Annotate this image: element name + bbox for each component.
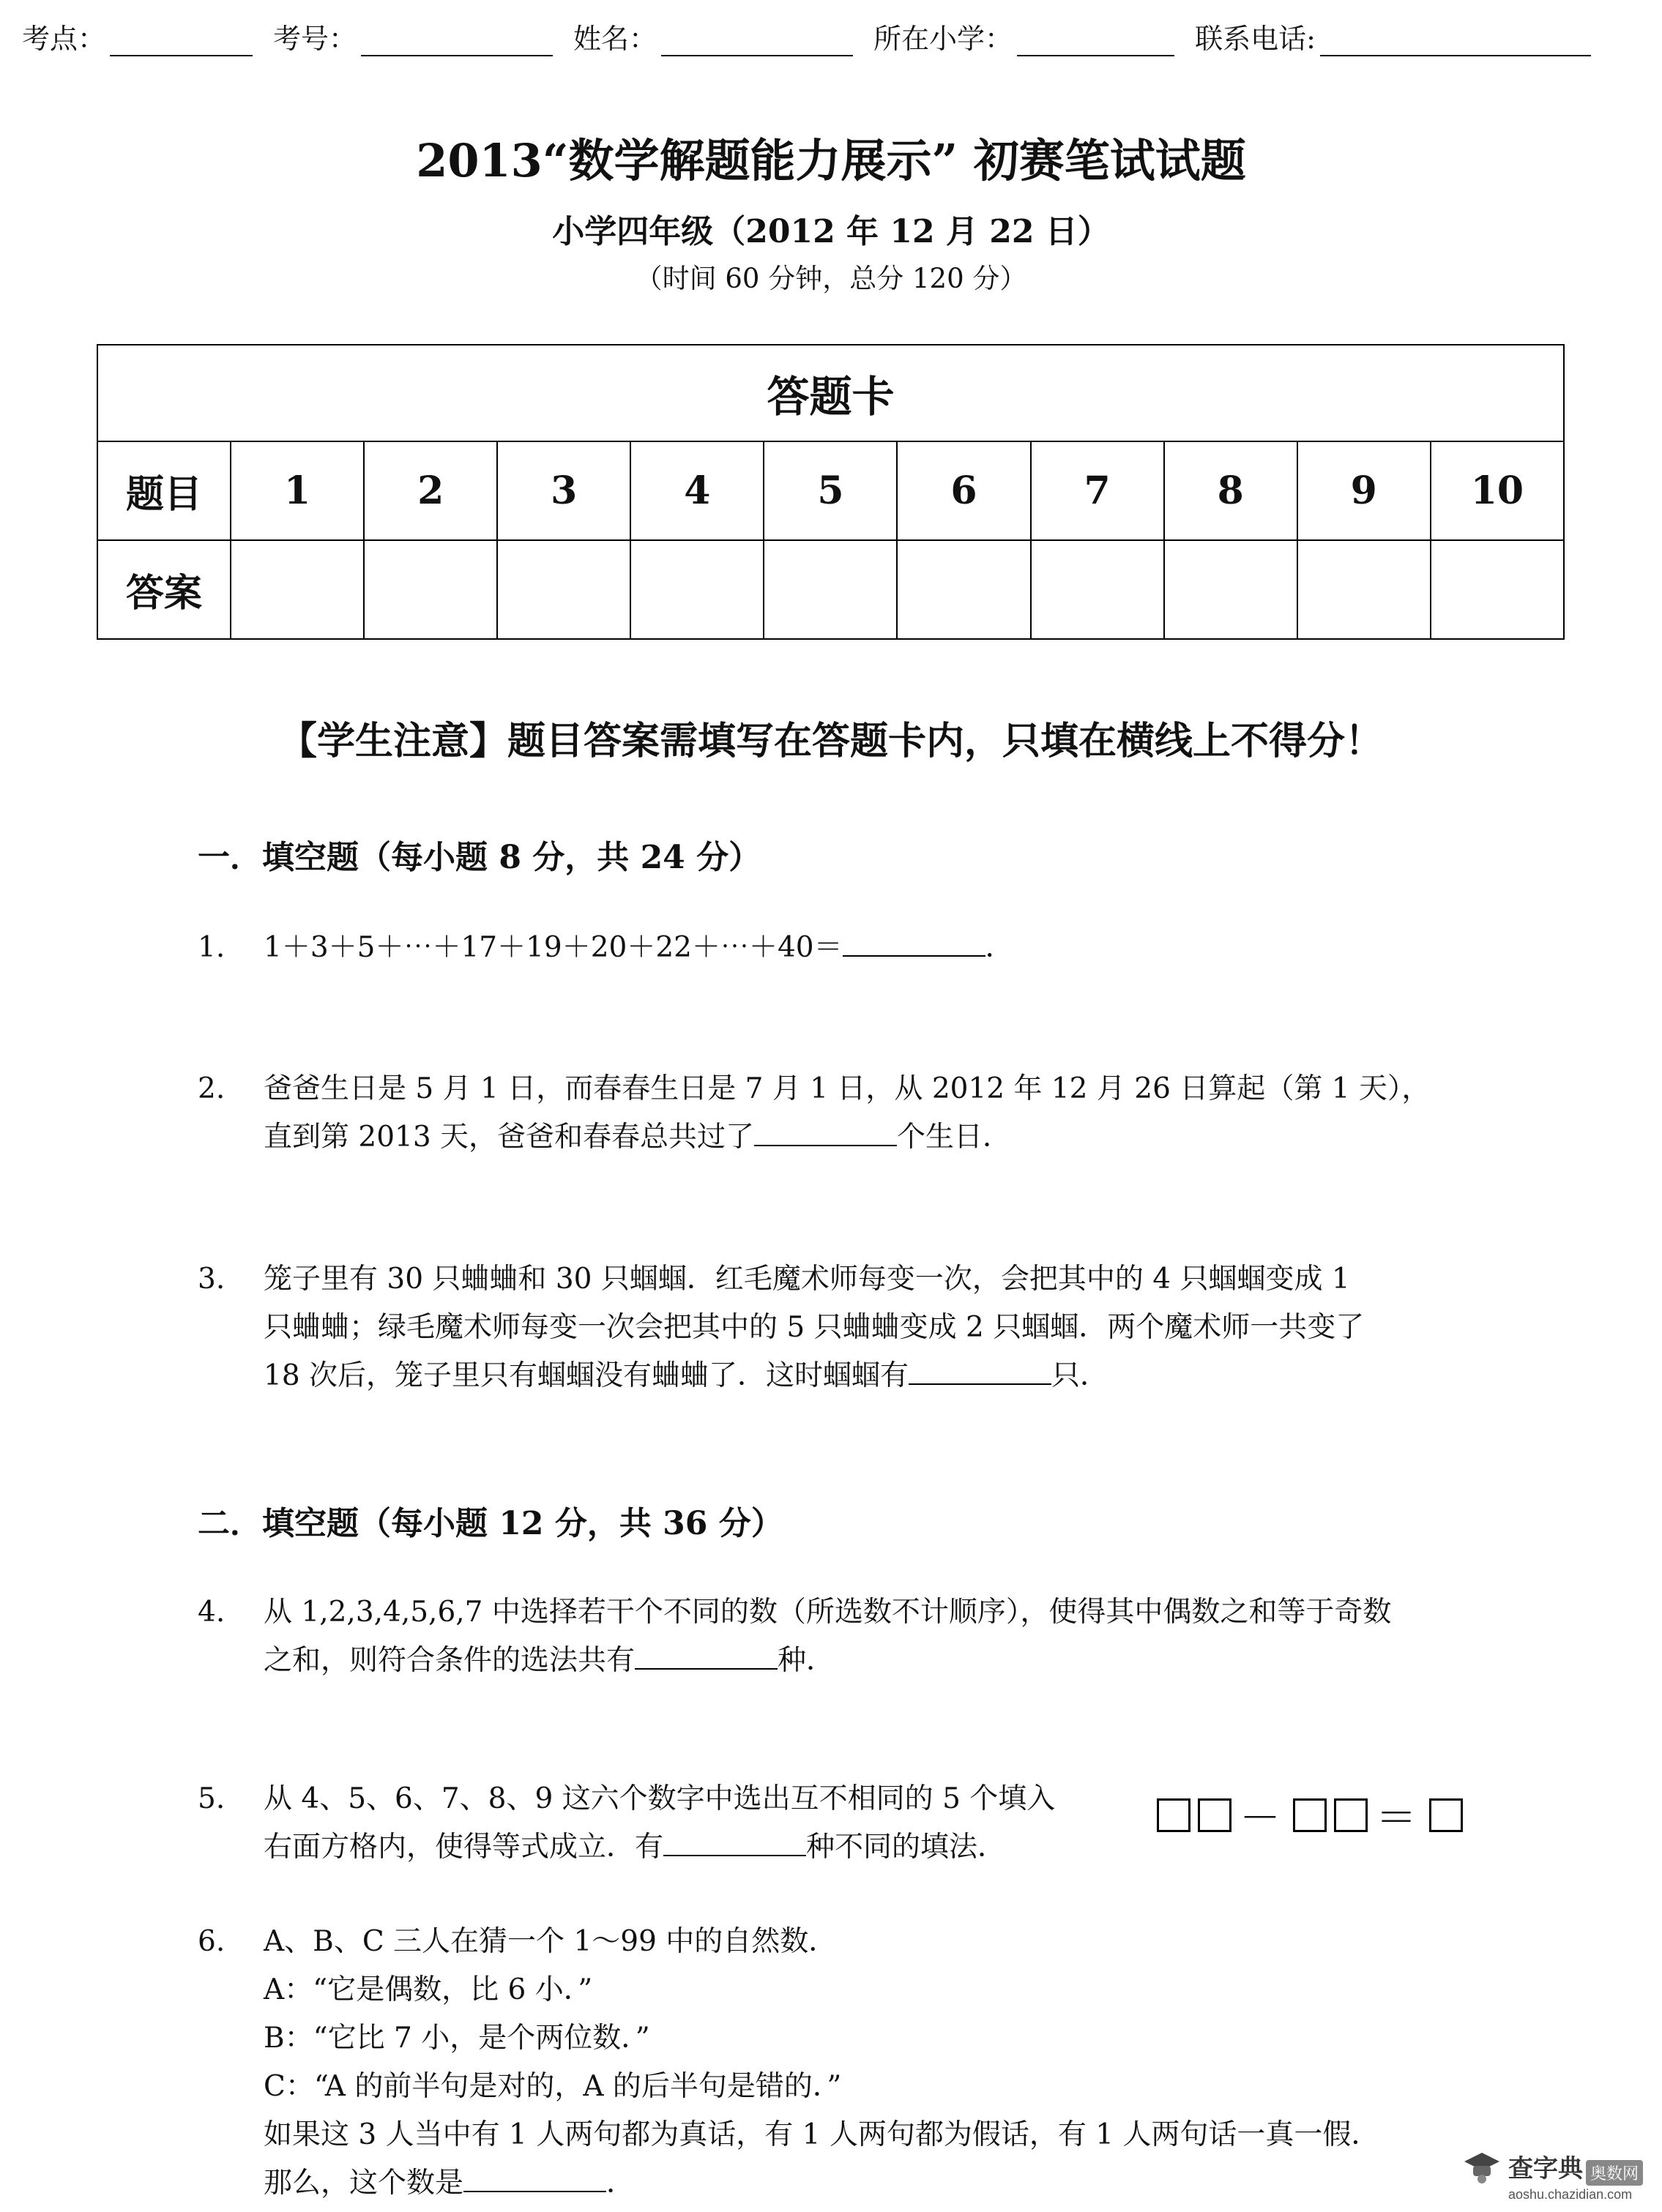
answer-cell[interactable] bbox=[764, 540, 897, 639]
watermark bbox=[1508, 2148, 1643, 2202]
question-3: 3. 笼子里有 30 只蛐蛐和 30 只蝈蝈．红毛魔术师每变一次，会把其中的 4 只蝈蝈变成 1 只蛐蛐；绿毛魔术师每变一次会把其中的 5 只蛐蛐变成 2 只蝈蝈．两个魔术师一共变了 18 次后，笼子里只有蝈蝈没有蛐蛐了．这时蝈蝈有 只． bbox=[198, 1263, 1365, 1392]
question-number-cell: 2 bbox=[364, 441, 497, 540]
school-blank[interactable] bbox=[1017, 30, 1174, 56]
answer-card-answer-row bbox=[97, 540, 1564, 639]
answer-blank[interactable] bbox=[663, 1828, 806, 1856]
row-header-label: 题目 bbox=[97, 441, 231, 540]
watermark-url: aoshu.chazidian.com bbox=[1508, 2186, 1633, 2202]
graduate-cap-icon bbox=[1463, 2148, 1501, 2186]
question-number-cell: 10 bbox=[1431, 441, 1564, 540]
question-number-cell: 7 bbox=[1031, 441, 1164, 540]
page-subtitle: 小学四年级（2012 年 12 月 22 日） bbox=[552, 213, 1110, 250]
digit-equation bbox=[1153, 1786, 1467, 1845]
answer-blank[interactable] bbox=[843, 929, 985, 957]
equals-sign: ＝ bbox=[1376, 1795, 1421, 1842]
question-number-cell: 4 bbox=[630, 441, 764, 540]
question-6: 6. A、B、C 三人在猜一个 1～99 中的自然数． A：“它是偶数，比 6 小．” B：“它比 7 小，是个两位数．” C：“A 的前半句是对的，A 的后半句是错的．” 如果这 3 人当中有 1 人两句都为真话，有 1 人两句都为假话，有 1 人两句话一真一假． 那么，这个数是 ． bbox=[198, 1925, 1380, 2200]
answer-card bbox=[97, 344, 1565, 640]
minus-sign: － bbox=[1240, 1795, 1285, 1842]
answer-card-caption: 答题卡 bbox=[97, 345, 1564, 441]
question-number-cell: 5 bbox=[764, 441, 897, 540]
answer-blank[interactable] bbox=[463, 2164, 606, 2192]
answer-blank[interactable] bbox=[754, 1118, 897, 1146]
exam-site-blank[interactable] bbox=[110, 30, 253, 56]
digit-box[interactable] bbox=[1429, 1798, 1463, 1832]
question-number-cell: 8 bbox=[1164, 441, 1297, 540]
question-number-cell: 1 bbox=[231, 441, 364, 540]
header-fields bbox=[22, 16, 1591, 56]
name-field: 姓名： bbox=[573, 16, 873, 56]
exam-number-field: 考号： bbox=[273, 16, 573, 56]
student-notice: 【学生注意】题目答案需填写在答题卡内，只填在横线上不得分！ bbox=[278, 719, 1383, 763]
question-5: 5. 从 4、5、6、7、8、9 这六个数字中选出互不相同的 5 个填入 右面方格内，使得等式成立．有 种不同的填法． bbox=[198, 1782, 1056, 1864]
answer-blank[interactable] bbox=[635, 1642, 778, 1670]
exam-site-field: 考点： bbox=[22, 16, 273, 56]
time-note: （时间 60 分钟，总分 120 分） bbox=[635, 263, 1027, 294]
digit-box[interactable] bbox=[1198, 1798, 1231, 1832]
answer-cell[interactable] bbox=[1431, 540, 1564, 639]
phone-field: 联系电话: bbox=[1195, 16, 1591, 56]
exam-number-blank[interactable] bbox=[361, 30, 553, 56]
question-2: 2. 爸爸生日是 5 月 1 日，而春春生日是 7 月 1 日，从 2012 年 12 月 26 日算起（第 1 天）， 直到第 2013 天，爸爸和春春总共过了 个生日． bbox=[198, 1072, 1431, 1154]
answer-cell[interactable] bbox=[231, 540, 364, 639]
digit-box[interactable] bbox=[1293, 1798, 1327, 1832]
answer-label: 答案 bbox=[97, 540, 231, 639]
answer-blank[interactable] bbox=[909, 1357, 1051, 1385]
question-number-cell: 9 bbox=[1297, 441, 1431, 540]
watermark-name: 查字典 bbox=[1508, 2155, 1583, 2183]
answer-cell[interactable] bbox=[897, 540, 1030, 639]
question-1: 1. 1＋3＋5＋⋯＋17＋19＋20＋22＋⋯＋40＝ ． bbox=[198, 924, 1516, 975]
watermark-badge: 奥数网 bbox=[1586, 2160, 1643, 2186]
answer-cell[interactable] bbox=[364, 540, 497, 639]
answer-cell[interactable] bbox=[1164, 540, 1297, 639]
name-blank[interactable] bbox=[661, 30, 853, 56]
answer-cell[interactable] bbox=[1031, 540, 1164, 639]
answer-cell[interactable] bbox=[630, 540, 764, 639]
school-field: 所在小学： bbox=[873, 16, 1195, 56]
question-number-cell: 3 bbox=[497, 441, 630, 540]
question-number-cell: 6 bbox=[897, 441, 1030, 540]
answer-cell[interactable] bbox=[497, 540, 630, 639]
question-4: 4. 从 1,2,3,4,5,6,7 中选择若干个不同的数（所选数不计顺序），使得其中偶数之和等于奇数 之和，则符合条件的选法共有 种． bbox=[198, 1596, 1392, 1677]
digit-box[interactable] bbox=[1334, 1798, 1368, 1832]
section2-heading: 二．填空题（每小题 12 分，共 36 分） bbox=[198, 1505, 783, 1542]
answer-cell[interactable] bbox=[1297, 540, 1431, 639]
answer-card-number-row bbox=[97, 441, 1564, 540]
phone-blank[interactable] bbox=[1320, 30, 1591, 56]
section1-heading: 一．填空题（每小题 8 分，共 24 分） bbox=[198, 839, 761, 876]
page-title: 2013“数学解题能力展示” 初赛笔试试题 bbox=[416, 134, 1246, 187]
digit-box[interactable] bbox=[1157, 1798, 1190, 1832]
